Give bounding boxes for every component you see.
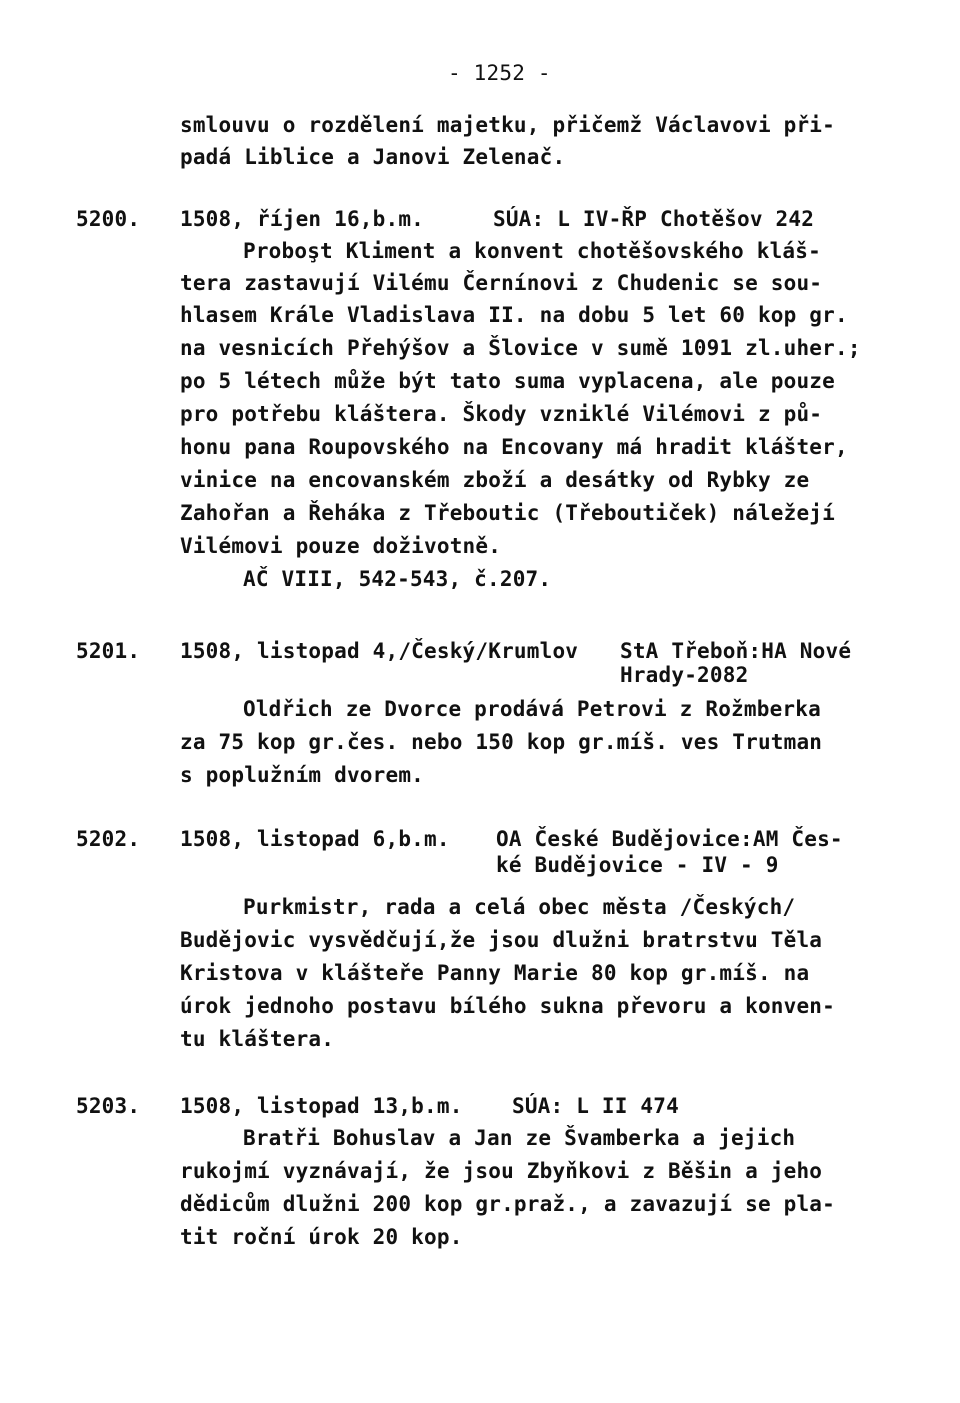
entry-text-line: na vesnicích Přehýšov a Šlovice v sumě 1091 zl.uher.; <box>180 336 861 360</box>
entry-number: 5201. <box>76 639 141 663</box>
entry-text-line: hlasem Krále Vladislava II. na dobu 5 let 60 kop gr. <box>180 303 848 327</box>
entry-date: 1508, říjen 16,b.m. <box>180 207 425 231</box>
entry-text-line: úrok jednoho postavu bílého sukna převoru a konven- <box>180 994 835 1018</box>
entry-date: 1508, listopad 4,/Český/Krumlov <box>180 639 579 663</box>
entry-text-line: Purkmistr, rada a celá obec města /Českých/ <box>243 895 796 919</box>
entry-text-line: tit roční úrok 20 kop. <box>180 1225 463 1249</box>
entry-source: Hrady-2082 <box>620 663 749 687</box>
entry-source: SÚA: L II 474 <box>512 1094 679 1118</box>
entry-text-line: po 5 létech může být tato suma vyplacena, ale pouze <box>180 369 835 393</box>
entry-text-line: Vilémovi pouze doživotně. <box>180 534 502 558</box>
entry-number: 5203. <box>76 1094 141 1118</box>
entry-number: 5200. <box>76 207 141 231</box>
entry-text-line: Zahořan a Řeháka z Třeboutic (Třeboutiček) náležejí <box>180 501 835 525</box>
entry-source: ké Budějovice - IV - 9 <box>496 853 779 877</box>
entry-text-line: tera zastavují Vilému Černínovi z Chudenic se sou- <box>180 271 823 295</box>
entry-source: SÚA: L IV-ŘP Chotěšov 242 <box>493 207 815 231</box>
entry-date: 1508, listopad 13,b.m. <box>180 1094 463 1118</box>
entry-text-line: honu pana Roupovského na Encovany má hradit klášter, <box>180 435 848 459</box>
entry-text-line: Kristova v klášteře Panny Marie 80 kop gr.míš. na <box>180 961 810 985</box>
entry-text-line: s poplužním dvorem. <box>180 763 425 787</box>
entry-text-line: za 75 kop gr.čes. nebo 150 kop gr.míš. ves Trutman <box>180 730 823 754</box>
entry-source: OA České Budějovice:AM Čes- <box>496 827 843 851</box>
entry-text-line: dědicům dlužni 200 kop gr.praž., a zavazují se pla- <box>180 1192 835 1216</box>
intro-line: smlouvu o rozdělení majetku, přičemž Václavovi při- <box>180 113 835 137</box>
entry-date: 1508, listopad 6,b.m. <box>180 827 450 851</box>
entry-text-line: Proboşt Kliment a konvent chotěšovského kláš- <box>243 239 821 263</box>
page-number: - 1252 - <box>448 61 551 85</box>
intro-line: padá Liblice a Janovi Zelenač. <box>180 145 566 169</box>
entry-text-line: vinice na encovanském zboží a desátky od Rybky ze <box>180 468 810 492</box>
entry-text-line: pro potřebu kláštera. Škody vzniklé Vilémovi z pů- <box>180 402 823 426</box>
entry-text-line: Budějovic vysvědčují,že jsou dlužni bratrstvu Těla <box>180 928 823 952</box>
entry-text-line: rukojmí vyznávají, že jsou Zbyňkovi z Běšin a jeho <box>180 1159 823 1183</box>
entry-text-line: Bratři Bohuslav a Jan ze Švamberka a jejich <box>243 1126 796 1150</box>
entry-text-line: Oldřich ze Dvorce prodává Petrovi z Rožmberka <box>243 697 821 721</box>
entry-reference: AČ VIII, 542-543, č.207. <box>243 567 552 591</box>
entry-text-line: tu kláštera. <box>180 1027 335 1051</box>
entry-number: 5202. <box>76 827 141 851</box>
entry-source: StA Třeboň:HA Nové <box>620 639 852 663</box>
